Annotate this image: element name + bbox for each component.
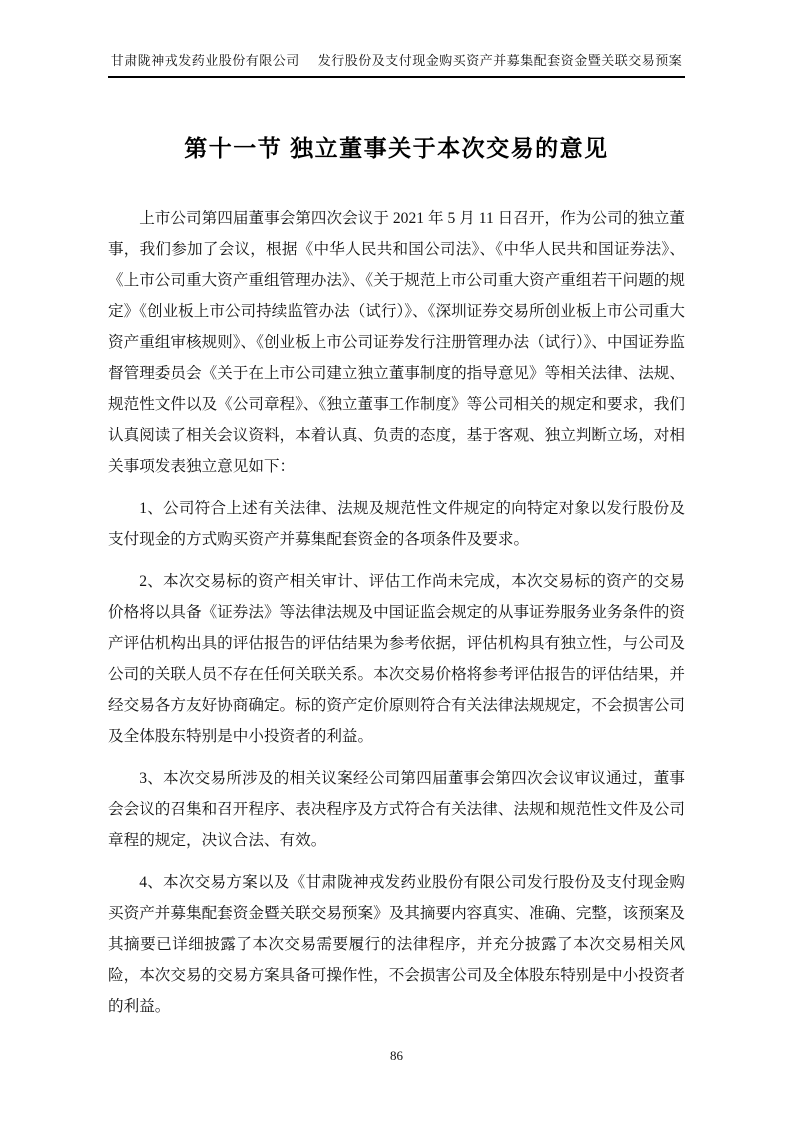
document-body <box>108 203 685 1022</box>
paragraph-opinion-1: 1、公司符合上述有关法律、法规及规范性文件规定的向特定对象以发行股份及支付现金的方式购买资产并募集配套资金的各项条件及要求。 <box>108 500 685 548</box>
paragraph-opinion-4: 4、本次交易方案以及《甘肃陇神戎发药业股份有限公司发行股份及支付现金购买资产并募集配套资金暨关联交易预案》及其摘要内容真实、准确、完整，该预案及其摘要已详细披露了本次交易需要履行的法律程序，并充分披露了本次交易相关风险，本次交易的交易方案具备可操作性，不会损害公司及全体股东特别是中小投资者的利益。 <box>108 874 685 1015</box>
page-number: 86 <box>390 1048 403 1063</box>
paragraph-opinion-2: 2、本次交易标的资产相关审计、评估工作尚未完成，本次交易标的资产的交易价格将以具备《证券法》等法律法规及中国证监会规定的从事证券服务业务条件的资产评估机构出具的评估报告的评估结果为参考依据，评估机构具有独立性，与公司及公司的关联人员不存在任何关联关系。本次交易价格将参考评估报告的评估结果，并经交易各方友好协商确定。标的资产定价原则符合有关法律法规规定，不会损害公司及全体股东特别是中小投资者的利益。 <box>108 573 685 745</box>
page-header <box>108 50 685 78</box>
header-company-name: 甘肃陇神戎发药业股份有限公司 <box>110 53 300 68</box>
section-title: 第十一节 独立董事关于本次交易的意见 <box>184 135 609 161</box>
paragraph-opinion-3: 3、本次交易所涉及的相关议案经公司第四届董事会第四次会议审议通过，董事会会议的召集和召开程序、表决程序及方式符合有关法律、法规和规范性文件及公司章程的规定，决议合法、有效。 <box>108 770 685 849</box>
paragraph-intro: 上市公司第四届董事会第四次会议于 2021 年 5 月 11 日召开，作为公司的独立董事，我们参加了会议，根据《中华人民共和国公司法》、《中华人民共和国证券法》、《上市公司重大资产重组管理办法》、《关于规范上市公司重大资产重组若干问题的规定》《创业板上市公司持续监管办法（试行）》、《深圳证券交易所创业板上市公司重大资产重组审核规则》、《创业板上市公司证券发行注册管理办法（试行）》、中国证券监督管理委员会《关于在上市公司建立独立董事制度的指导意见》等相关法律、法规、规范性文件以及《公司章程》、《独立董事工作制度》等公司相关的规定和要求，我们认真阅读了相关会议资料，本着认真、负责的态度，基于客观、独立判断立场，对相关事项发表独立意见如下： <box>108 210 685 475</box>
page-footer <box>0 1048 793 1064</box>
header-doc-title: 发行股份及支付现金购买资产并募集配套资金暨关联交易预案 <box>317 53 683 68</box>
